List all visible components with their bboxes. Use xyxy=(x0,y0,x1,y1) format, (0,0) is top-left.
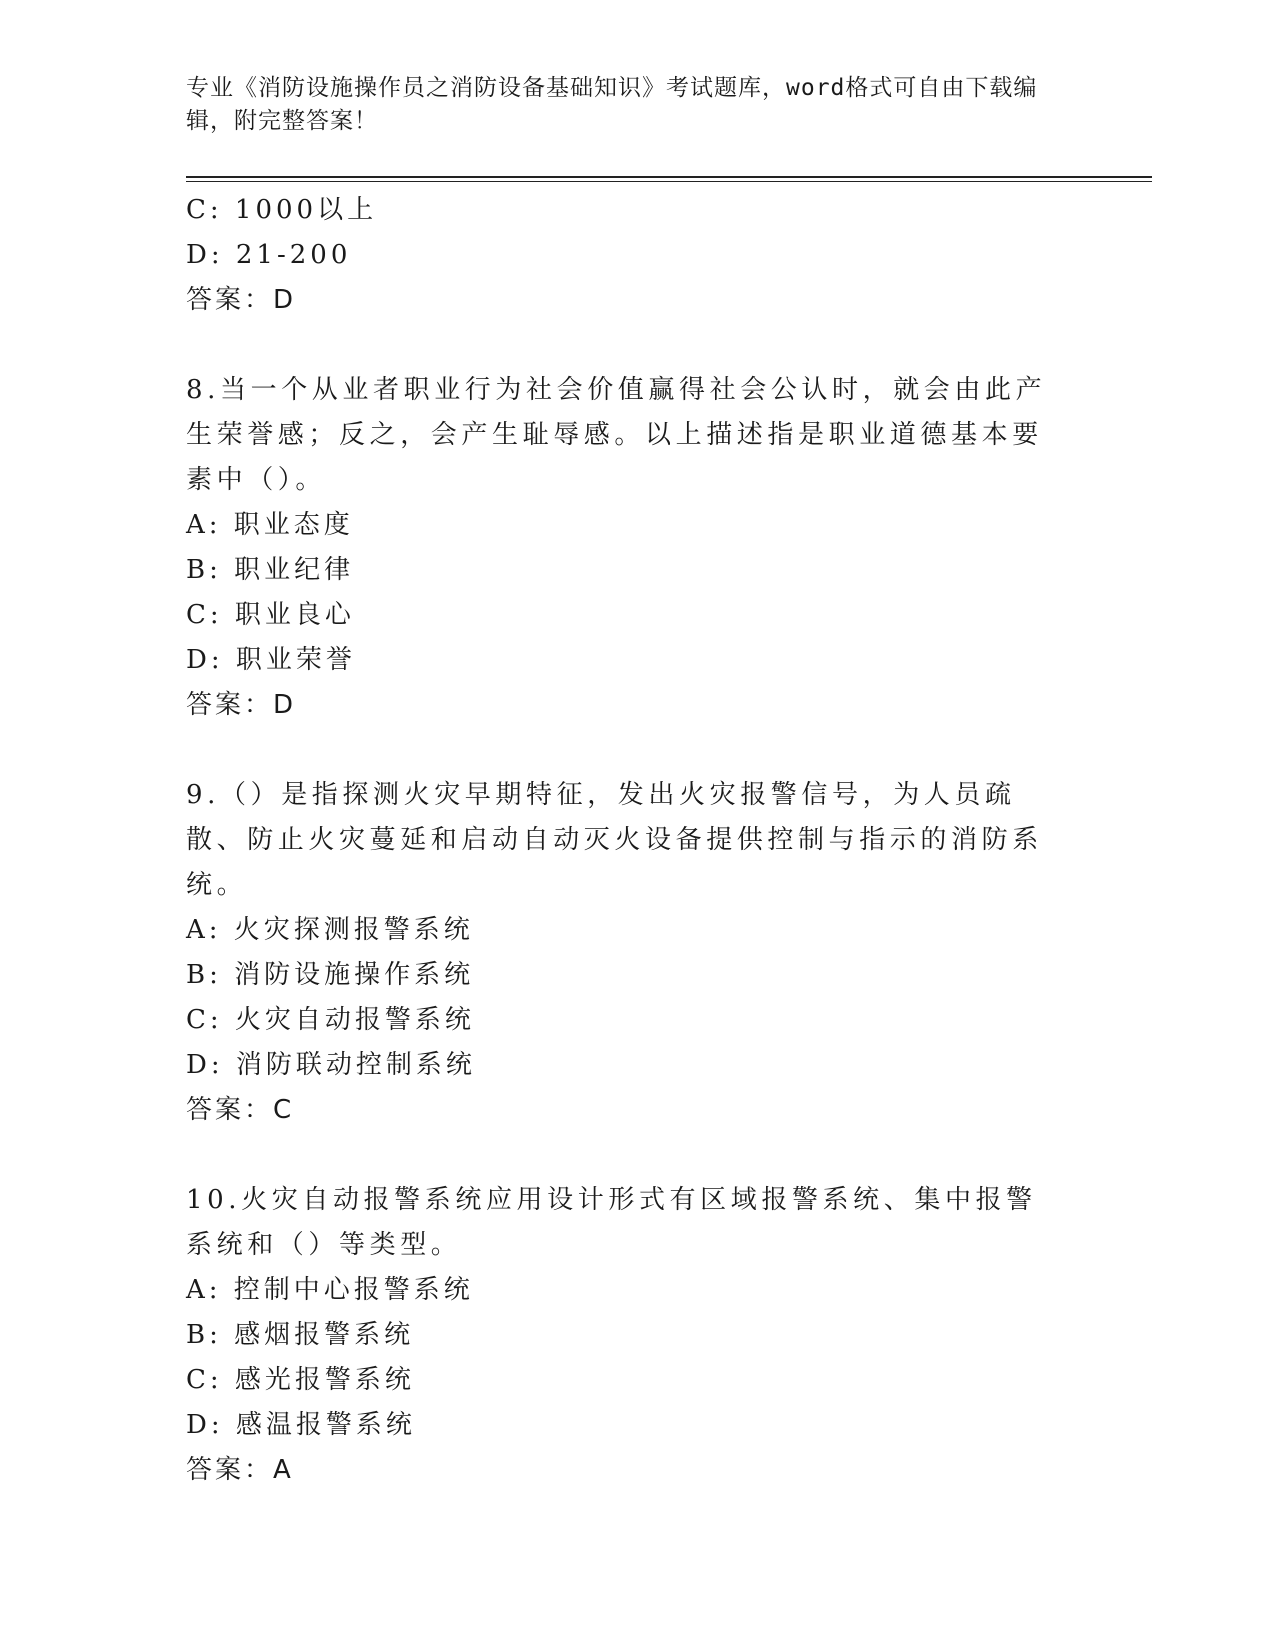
page-header: 专业《消防设施操作员之消防设备基础知识》考试题库，word格式可自由下载编辑，附完整答案！ xyxy=(186,75,1038,134)
question-10 xyxy=(186,1178,1086,1493)
option-c: C: 火灾自动报警系统 xyxy=(186,1005,475,1035)
question-content xyxy=(186,188,1086,1493)
answer-line: 答案：D xyxy=(186,690,297,720)
answer-line: 答案：D xyxy=(186,285,297,315)
answer-line: 答案：A xyxy=(186,1455,294,1485)
header-divider-thick xyxy=(186,176,1152,178)
spacer xyxy=(186,1133,1086,1178)
question-stem: 10.火灾自动报警系统应用设计形式有区域报警系统、集中报警系统和（）等类型。 xyxy=(186,1185,1037,1260)
continued-question xyxy=(186,188,1086,323)
header-divider-thin xyxy=(186,181,1152,182)
option-a: A: 职业态度 xyxy=(186,510,354,540)
option-c: C: 1000以上 xyxy=(186,195,378,225)
option-b: B: 职业纪律 xyxy=(186,555,355,585)
option-b: B: 消防设施操作系统 xyxy=(186,960,475,990)
option-a: A: 火灾探测报警系统 xyxy=(186,915,474,945)
spacer xyxy=(186,728,1086,773)
option-b: B: 感烟报警系统 xyxy=(186,1320,415,1350)
answer-line: 答案：C xyxy=(186,1095,295,1125)
option-d: D: 21-200 xyxy=(186,240,352,270)
question-stem: 8.当一个从业者职业行为社会价值赢得社会公认时，就会由此产生荣誉感；反之，会产生耻辱感。以上描述指是职业道德基本要素中（）。 xyxy=(186,375,1047,495)
question-8 xyxy=(186,368,1086,728)
spacer xyxy=(186,323,1086,368)
option-c: C: 感光报警系统 xyxy=(186,1365,415,1395)
option-a: A: 控制中心报警系统 xyxy=(186,1275,474,1305)
option-d: D: 消防联动控制系统 xyxy=(186,1050,476,1080)
option-c: C: 职业良心 xyxy=(186,600,355,630)
question-stem: 9.（）是指探测火灾早期特征，发出火灾报警信号，为人员疏散、防止火灾蔓延和启动自动灭火设备提供控制与指示的消防系统。 xyxy=(186,780,1043,900)
option-d: D: 职业荣誉 xyxy=(186,645,356,675)
question-9 xyxy=(186,773,1086,1133)
option-d: D: 感温报警系统 xyxy=(186,1410,416,1440)
